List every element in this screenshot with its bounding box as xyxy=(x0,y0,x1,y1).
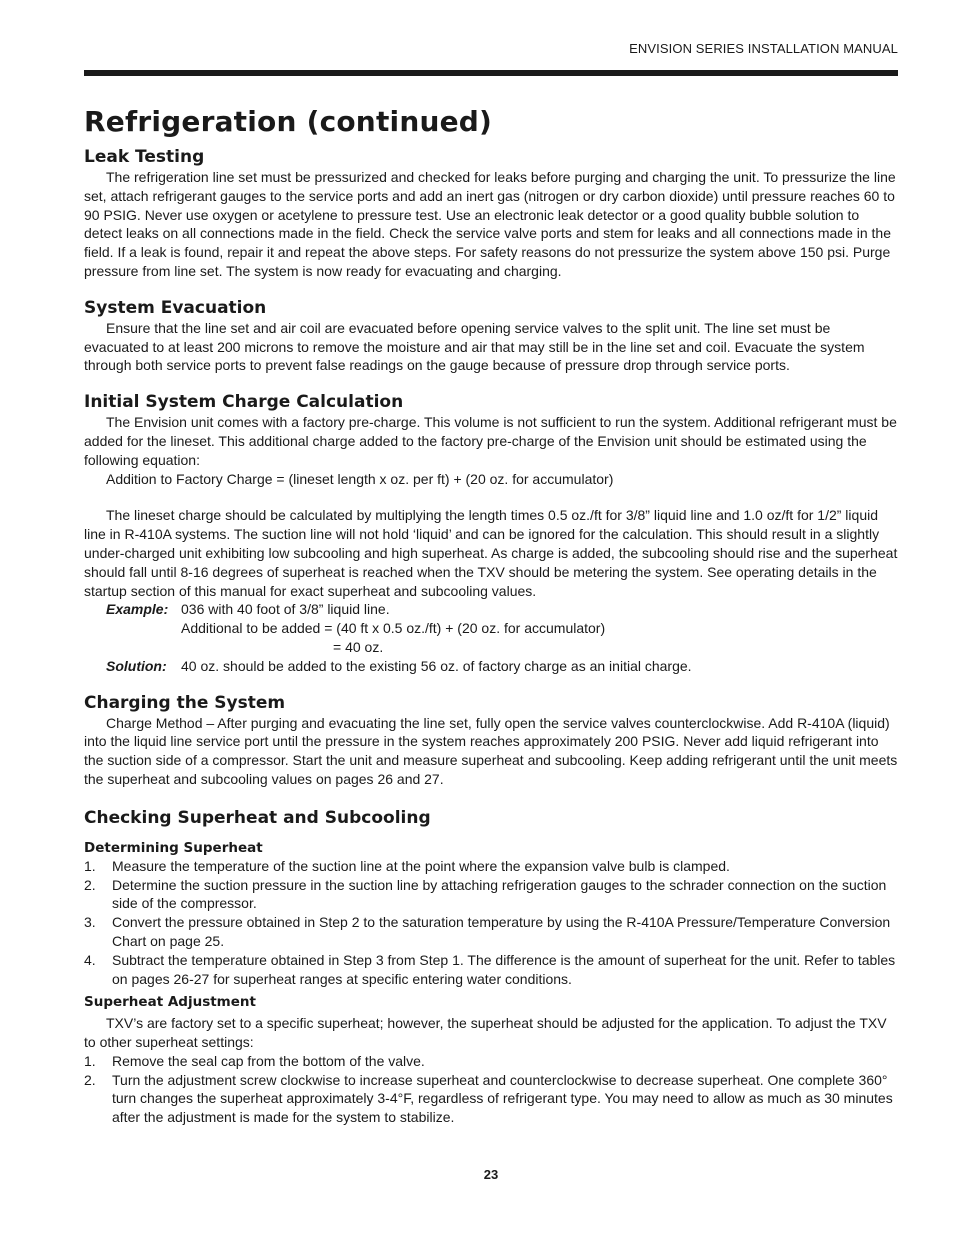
determining-steps xyxy=(84,857,898,989)
solution-label: Solution: xyxy=(106,657,167,674)
list-item xyxy=(84,1052,898,1071)
example-label: Example: xyxy=(106,601,169,618)
running-header: ENVISION SERIES INSTALLATION MANUAL xyxy=(629,41,898,56)
step-number: 2. xyxy=(84,876,96,893)
step-number: 1. xyxy=(84,857,96,874)
step-number: 1. xyxy=(84,1052,96,1069)
leak-testing-body: The refrigeration line set must be pressurized and checked for leaks before purging and charging the unit. To pressurize the line set, attach refrigerant gauges to the service ports and add an inert gas (nitrogen or dry carbon dioxide) until pressure reaches 60 to 90 PSIG. Never use oxygen or acetylene to pressure test. Use an electronic leak detector or a good quality bubble solution to detect leaks on all connections made in the field. Check the service valve ports and stem for leaks and all connections made in the field. If a leak is found, repair it and repeat the above steps. For safety reasons do not pressurize the system above 150 psi. Purge pressure from line set. The system is now ready for evacuating and charging. xyxy=(84,169,896,279)
solution-text: 40 oz. should be added to the existing 56 oz. of factory charge as an initial charge. xyxy=(181,657,692,674)
header-rule xyxy=(84,70,898,76)
determining-superheat-heading: Determining Superheat xyxy=(84,839,263,856)
leak-testing-section xyxy=(84,146,898,281)
initial-charge-heading: Initial System Charge Calculation xyxy=(84,392,404,413)
initial-charge-section xyxy=(84,391,898,675)
step-text: Turn the adjustment screw clockwise to increase superheat and counterclockwise to decrease superheat. One complete 360° turn changes the superheat approximately 3-4°F, regardless of refrigerant type. You may need to allow as much as 30 minutes after the adjustment is made for the system to stabilize. xyxy=(112,1071,893,1126)
leak-testing-heading: Leak Testing xyxy=(84,147,205,167)
list-item xyxy=(84,951,898,989)
list-item xyxy=(84,876,898,914)
page-content xyxy=(84,146,898,1127)
lineset-charge-body: The lineset charge should be calculated by multiplying the length times 0.5 oz./ft for 3/8” liquid line and 1.0 oz/ft for 1/2” liquid line in R-410A systems. The suction line will not hold ‘liquid’ and can be ignored for the calculation. This should result in a slightly under-charged unit exhibiting low subcooling and high superheat. As charge is added, the subcooling should rise and the superheat should fall until 8-16 degrees of superheat is reached when the TXV should be metering the system. See operating details in the startup section of this manual for exact superheat and subcooling values. xyxy=(84,507,898,599)
adjustment-steps xyxy=(84,1052,898,1127)
example-row xyxy=(84,600,898,619)
page-title: Refrigeration (continued) xyxy=(84,105,493,138)
initial-charge-body: The Envision unit comes with a factory pre-charge. This volume is not sufficient to run the system. Additional refrigerant must be added for the lineset. This additional charge added to the factory pre-charge of the Envision unit should be estimated using the following equation: xyxy=(84,414,897,468)
step-text: Subtract the temperature obtained in Step 3 from Step 1. The difference is the amount of superheat for the unit. Refer to tables on pages 26-27 for superheat ranges at specific entering water conditions. xyxy=(112,951,896,987)
charging-section xyxy=(84,692,898,789)
checking-heading: Checking Superheat and Subcooling xyxy=(84,807,431,828)
system-evacuation-body: Ensure that the line set and air coil are evacuated before opening service valves to the split unit. The line set must be evacuated to at least 200 microns to remove the moisture and air that may still be in the line set and coil. Evacuate the system through both service ports to prevent false readings on the gauge because of pressure drop through service ports. xyxy=(84,319,865,374)
checking-section xyxy=(84,807,898,1127)
charging-heading: Charging the System xyxy=(84,692,286,713)
superheat-adjustment-heading: Superheat Adjustment xyxy=(84,994,256,1011)
step-text: Determine the suction pressure in the suction line by attaching refrigeration gauges to the schrader connection on the suction side of the compressor. xyxy=(112,876,887,912)
step-text: Convert the pressure obtained in Step 2 to the saturation temperature by using the R-410A Pressure/Temperature Conversion Chart on page 25. xyxy=(112,914,891,949)
list-item xyxy=(84,913,898,951)
list-item xyxy=(84,857,898,876)
example-result: = 40 oz. xyxy=(333,638,384,655)
solution-row xyxy=(84,657,898,676)
step-number: 2. xyxy=(84,1071,96,1088)
charging-body: Charge Method – After purging and evacuating the line set, fully open the service valves counterclockwise. Add R-410A (liquid) into the liquid line service port until the pressure in the system reaches approximately 200 PSIG. Never add liquid refrigerant into the suction side of a compressor. Start the unit and measure superheat and subcooling. Keep adding refrigerant until the unit meets the superheat and subcooling values on pages 26 and 27. xyxy=(84,714,898,787)
step-number: 4. xyxy=(84,951,96,968)
list-item xyxy=(84,1071,898,1127)
superheat-adjustment-body: TXV’s are factory set to a specific superheat; however, the superheat should be adjusted for the application. To adjust the TXV to other superheat settings: xyxy=(84,1015,887,1051)
system-evacuation-heading: System Evacuation xyxy=(84,297,267,318)
step-text: Remove the seal cap from the bottom of the valve. xyxy=(112,1052,425,1069)
spacer xyxy=(84,488,898,506)
charge-equation: Addition to Factory Charge = (lineset length x oz. per ft) + (20 oz. for accumulator) xyxy=(106,470,614,487)
step-number: 3. xyxy=(84,914,96,931)
page-number: 23 xyxy=(483,1167,499,1182)
example-calculation: Additional to be added = (40 ft x 0.5 oz./ft) + (20 oz. for accumulator) xyxy=(181,620,606,637)
example-line: 036 with 40 foot of 3/8” liquid line. xyxy=(181,601,390,618)
step-text: Measure the temperature of the suction line at the point where the expansion valve bulb is clamped. xyxy=(112,857,730,874)
system-evacuation-section xyxy=(84,297,898,375)
